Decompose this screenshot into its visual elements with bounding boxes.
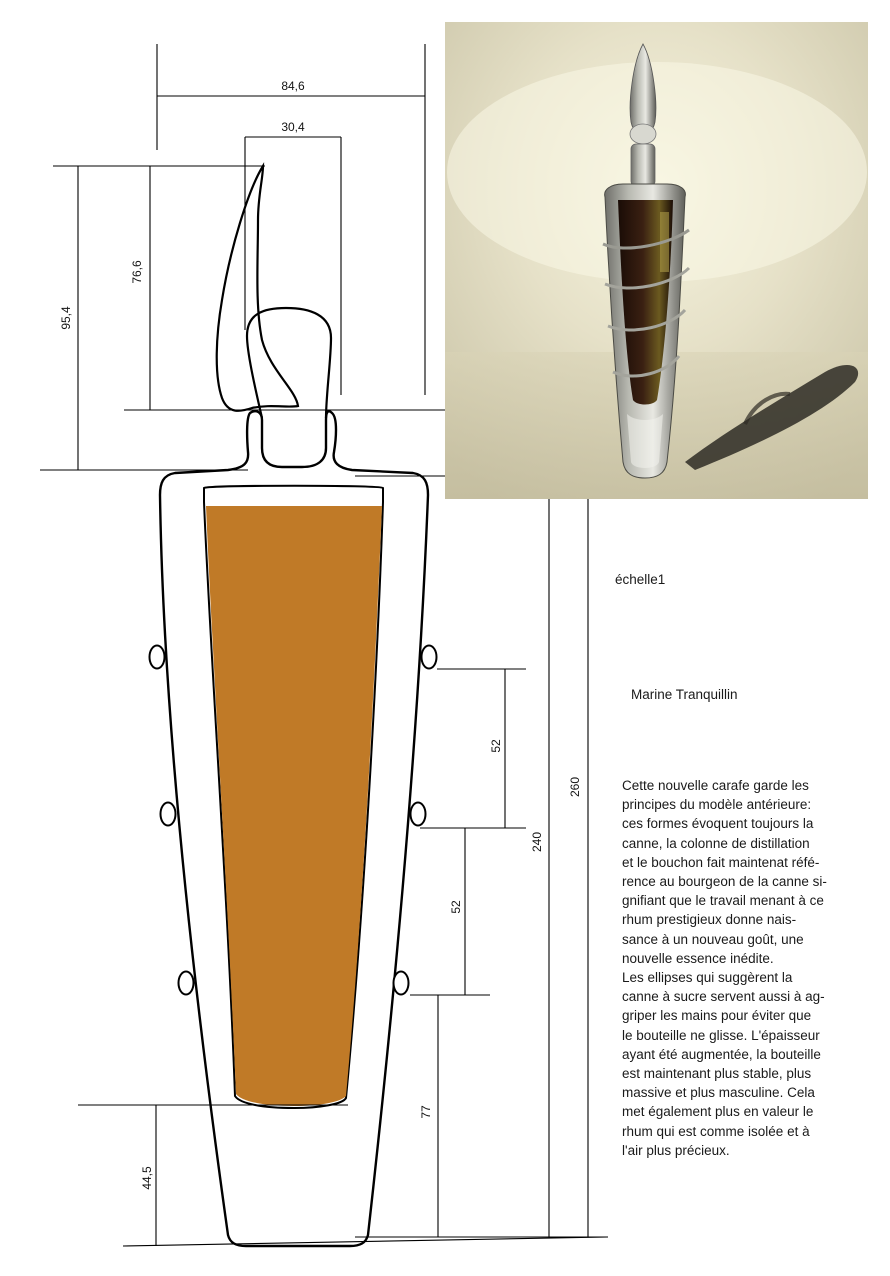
grip-ellipse — [394, 972, 409, 995]
dim-stopper-height-visible: 76,6 — [130, 260, 144, 284]
dim-stopper-width: 30,4 — [281, 120, 305, 134]
dim-lowest-ellipse-height: 77 — [419, 1105, 433, 1119]
dim-ellipse-spacing-1: 52 — [489, 739, 503, 753]
dim-bottle-height-body: 240 — [530, 831, 544, 853]
dim-overall-width: 84,6 — [281, 79, 305, 93]
dim-ellipse-spacing-2: 52 — [449, 900, 463, 914]
grip-ellipse — [161, 803, 176, 826]
dim-base-thickness: 44,5 — [140, 1166, 154, 1190]
scale-label: échelle1 — [615, 572, 666, 587]
author-name: Marine Tranquillin — [631, 687, 738, 702]
grip-ellipse — [422, 646, 437, 669]
grip-ellipse — [150, 646, 165, 669]
carafe-render-image — [445, 22, 868, 499]
grip-ellipse — [179, 972, 194, 995]
dim-stopper-height-total: 95,4 — [59, 306, 73, 330]
grip-ellipse — [411, 803, 426, 826]
design-description: Cette nouvelle carafe garde les principes du modèle antérieure: ces formes évoquent toujours la canne, la colonne de distillation et le bouchon fait maintenat réfé- rence au bourgeon de la canne si- gnifiant que le travail menant à ce rhum prestigieux donne nais- sance à un nouveau goût, une nouvelle essence inédite. Les ellipses qui suggèrent la canne à sucre servent aussi à ag- griper les mains pour éviter que le bouteille ne glisse. L'épaisseur ayant été augmentée, la bouteille est maintenant plus stable, plus massive et plus masculine. Cela met également plus en valeur le rhum qui est comme isolée et à l'air plus précieux. — [622, 778, 827, 1158]
dim-bottle-height-total: 260 — [568, 776, 582, 798]
stopper-bud — [217, 166, 298, 411]
